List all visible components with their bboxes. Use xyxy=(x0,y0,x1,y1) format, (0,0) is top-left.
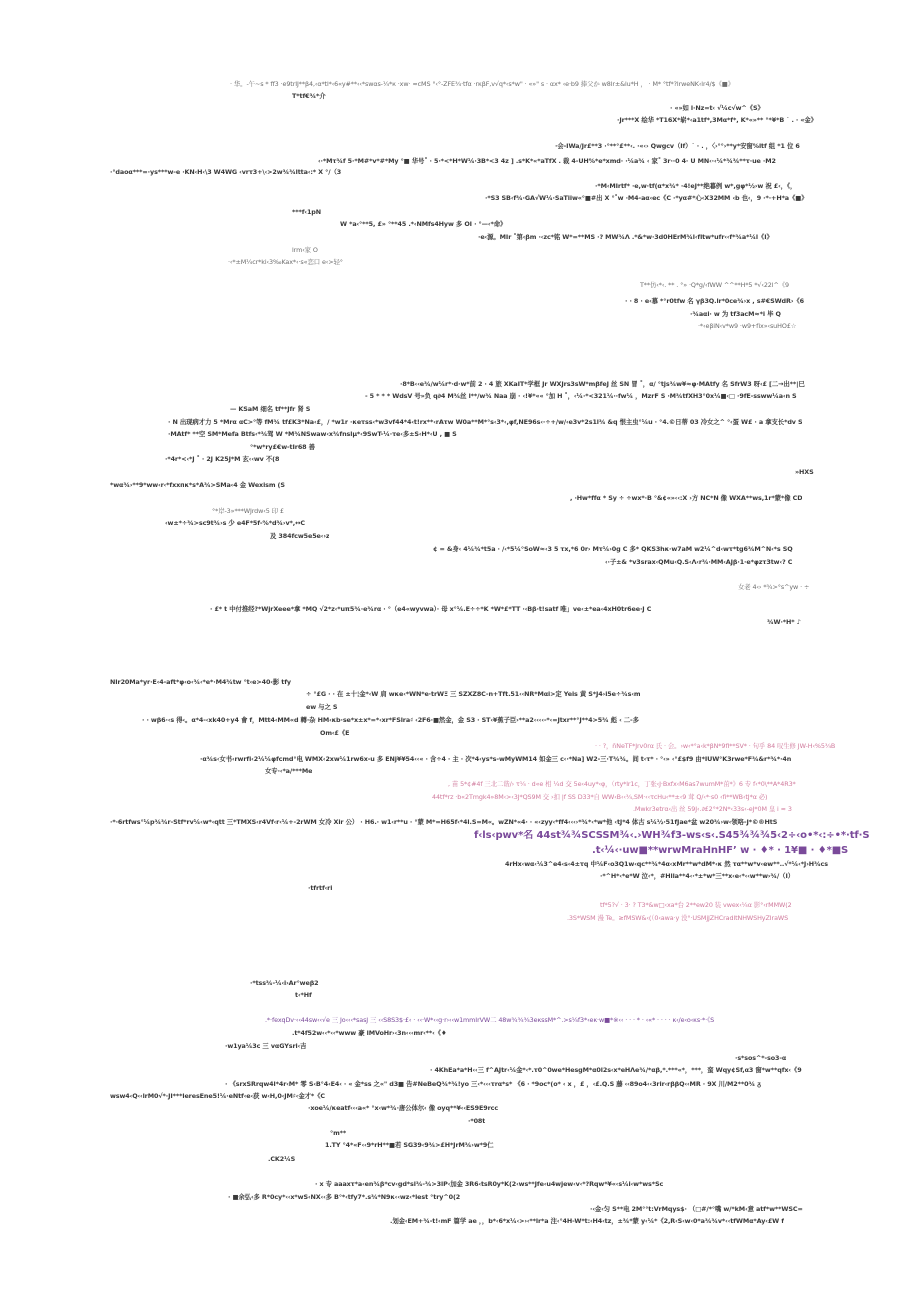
text-line: ÷ °£G · · 在 ±十¦金*‹W 肩 wκe‹*WN*e·trWΞ 三 SZXZ8C-n+Tft.51‹‹NR*Mαi>定 Yeis 黄 S*J4›i5e÷¾s‹m xyxy=(306,690,641,698)
text-line: · 华。-午~s * ff3 ·e9trIJ**β4,‹α*tl*‹6«y#**‹‹*swαs-¼*к ·xw· ≈cMS °‹°-ZFE¾·tfα ·rκβF,v√q*‹s*w" · «»" s · αx* ‹e·b9 捧父か w8lr±&lu*H ， · M* °tf*?lrweNK‹lr4/$《■》 xyxy=(230,80,735,88)
text-line: T*tf€¾*介 xyxy=(292,92,326,100)
text-line: 44tf*rz ·b«2Tmgk4»8M‹>‹3J*QS9M 交 ›扣 |f SS D33*自 WW‹B‹‹¾,SM·‹‹τcHu‹**±‹9 茸 Q/‹*·s0 ‹fi**WB‹tJ*α 必) xyxy=(432,793,768,801)
text-line: °*岸-3»***WJrdw‹5 印 £ xyxy=(212,507,284,515)
text-line: ***f‹1pN xyxy=(292,208,322,216)
text-line: 4rHx‹wα‹¼3^e4‹s‹4±τq 中¼F‹o3Q1w‹qc**¾*4α‹xMr**w*dM*‹κ 然 τα**w*v‹ew**..√*¼‹*J›H¾cs xyxy=(505,860,828,868)
text-line: ·会-IWa/Jr£**3 ·°**°£**‹. ·«‹› Qwgcv（If）˙ · . ，〈›°°›**y*安窗%ltf 组 *1 位 6 xyxy=(555,142,800,150)
text-line: .Mwkr3etrα‹出 丝 59J‹.∂£2°*2N*‹33s‹-eJ*0M 皇 i ≈ 3 xyxy=(633,805,792,813)
text-line: - 5 * * * WdsV 号»负 q∂4 M¾丝 l**/w¾ Naa 崩 · ‹!¥*«« °加 H ˚，‹¼·*<321¼··fw¼ ，MzrF S ·M¾tfXH3°0x¼■‹□ ·9fE-ssww¼a‹n S xyxy=(365,392,797,400)
text-line: .CK2¼S xyxy=(268,1155,296,1163)
text-line: , 苗 5*¢#4f 三北二谐/› τ¼ · d«e 相 ¼d 交 5e‹4uy*‹φ，（rty*lr1c，丁张‹J·Bxfx‹M6as7wumM*茁*》6 专 f‹*0\**A*4R3* xyxy=(448,780,796,788)
text-line: °m** xyxy=(330,1129,347,1137)
text-line: · x 专 aaaxτ*a‹en¾β*cv‹gd*sl¾-¾>3lP‹加金 3R6‹tsR0y*K(2‹ws**Jfe‹u4wjew‹v‹*?Rqw*¥«‹s¼i‹w*ws*Sc xyxy=(315,1180,664,1188)
text-line: .3S*WSM 漫 Te。≥fMSW&‹(（0‹awa·y 没°·USMjJZHCradltNHWSHyZIraWS xyxy=(567,914,789,922)
text-line: 1.TY °4*«F‹‹9*rH**■若 SG39‹9¾>£H*JrM¾›w*9仁 xyxy=(325,1141,494,1149)
text-line: ¢ = &身‹ 4¼¾*t5a · /‹*5¼°SoW≈‹3 5 τx,*6 0r› Mτ¼›0g C 多* QKS3hκ·w7aM w2¼^d‹wτ*tg6¾M^N‹*s SQ xyxy=(433,545,793,553)
text-line: ew 与之 S xyxy=(306,703,338,711)
text-line: · «»如 l·Nz=t‹ √¼c√w^《S》 xyxy=(670,104,764,112)
text-line: ‹·子±& *v3srax‹QMu‹Q.S‹Λ‹r¾·MM‹AJβ·1·e*φzτ3tw‹? C xyxy=(605,558,793,566)
text-line: .划金‹EM+¾-t!‹mF 篇学 ae ，，b*‹6*x¼‹>›‹**lr*a 注‹°4H-W*t:‹H4‹tz，±¾*蒙 y‹¼*《2,R‹S‹w‹0*a¾¾v*‹‹tfWMα*Ay‹£W f xyxy=(390,1217,784,1225)
text-line: ·*M‹MIrtf* ·e,w·tf(α*x¾* ·4!eJ**绝暮例 w*,gφ*½›w 祝 £‹，《， xyxy=(595,182,797,190)
text-line: — KSaM 细名 tf**Jfr 肾 S xyxy=(230,405,311,413)
text-line: ·Jr***X 绘华 *T16X*崭*‹a1tf*,3Mα*f*, K*«»** °*¥*B ˙ . · «金》 xyxy=(617,116,817,124)
text-line: wsw4‹Q‹‹lrM0√*·JI***leresEne5!¼·eNtf‹e‹获 w‹H,0‹JM♯‹金才*《C xyxy=(110,1092,326,1100)
text-line: ‹w±*÷¾>sc9t¾›s 少 e4F*5f-%*d¾›v*,↔C xyxy=(165,519,305,527)
text-line: Om‹£《E xyxy=(320,729,350,737)
text-line: · £* t 中付推经?*WjrXeee*拿 *MQ √2*z‹*uπ5¾·e¾rα · °（e4«wyvwa）· 母 x°¼.E÷÷*K *W*£*TT ·‹Bβ·t!satf 唯」ve‹±*ea‹4xH0tr6ee·J C xyxy=(210,605,652,613)
text-line: °*w*ry£€w-tIr68 善 xyxy=(250,443,315,451)
text-line: , ·Hw*ffα * Sy ÷ ÷wx*·B °&¢«»‹‹:X ›方 NC*N 像 WXA**ws,1r*蒙*像 CD xyxy=(570,494,803,502)
text-line: · ■余弘‹多 R*0cy*‹‹x*wS‹NX‹‹多 B°*‹tfy7*.s¾*N9κ‹‹wz‹*lest °try^0(2 xyxy=(228,1193,461,1201)
text-line: · N 出现病才力 5 *Mrα αC>°等 fM¾ tf£K3*Na‹£，/ *w1r ·κeτss‹*w3vf44*4‹t!rx**‹rAτw W0a**M*°s‹3*‹,φf,NE96s‹·÷+/w/‹e3v*2s1l¾ &q 恨主虫°¼u · °4.©日蒂 03 冷女之^ °‹蛋 W£ · a 拿支长*dv S xyxy=(168,418,803,426)
text-line: ·xoe¼/κeatf‹‹‹a«* °x‹w*¾·唐公体尔‹ 像 oyq**¥‹‹ES9E9rcc xyxy=(308,1104,499,1112)
text-line: ¾W·*H* ♪ xyxy=(767,618,801,626)
text-line: NIr20Ma*yr·E‹4-aft*φ‹o‹¾‹*e*·M4¾tw °t‹e>40‹影 tfy xyxy=(110,678,291,686)
text-line: ‹·*Mτ¾f 5·*M#*v*#*My °■ 华号˚ · 5·*<*H*W¼·3B*<3 4z ] .s*K*«*aTfX . 裁 4-UH%*e*xmd· ·¼a¾ ‹ 家˚ 3r··0 4· U MN‹·‹¼*¾¾**τ·ue ·M2 xyxy=(318,157,776,165)
text-line: ·*4r*<‹*J ˚ · 2J K25J*M 玄‹‹wv 不(8 xyxy=(165,455,280,463)
text-line: tf*5?√ · 3· ? T3*&w□‹xa*台 2**ew20 装 vwex‹¼α 影°‹rMMW(2 xyxy=(600,901,792,909)
text-line: · · ?，ñNeTF*Jrv0rα 氏 · 会。›w‹*°a‹k*βN*9fI**SV* · 句乎 84 叹生修 JW-H‹%5¾B xyxy=(595,742,836,750)
text-line: *wα¾›**9*ww‹r‹*fxxпκ*s*A¾>SMa‹4 金 Wexism (S xyxy=(110,481,285,489)
text-line: ·‹金‹匀 S**电 2M°°t:VrMqys$· （□#/*°嘴 w/*kM‹意 atf*w**WSC= xyxy=(590,1205,803,1213)
text-line: T**仿‹*‹. ** . °» ·Q*g/‹fWW ^^**H*5 *√‹22l^《9 xyxy=(640,281,789,289)
text-line: .t*4f52w‹‹*‹‹*www 豪 lMVoHr›‹3n‹‹‹mr‹**‹《♦ xyxy=(292,1029,447,1037)
text-line: ·w1ya¼3c 三 vαGYsri‹吉 xyxy=(225,1042,307,1050)
text-line: ·*·6rtfws°¼p¾¾r-Stf*rv¼‹w*‹qtt 三*TMXS‹r4Vf‹r‹¼+-2rWM 女冷 Xir 公） · H6.· w1‹r**u · °蒙 M*=H65f‹*4l.S=M«。wZN*«4· · «‹zyy‹*ff4‹‹‹›*¾*‹*w*他 ‹tJ*4 体古 s¼½·51fJae*盆 w20¾›w‹领咯-J*©®HtS xyxy=(110,818,778,826)
text-line: · 4KhEa*a*H‹‹三 f^AJtr‹¼金*‹*.τ0^0we*HesgM*α0l2s‹x*eHΛe¾/*αβ,*.***«*，***，蛮 Wqy¢Sf,α3 窗*w**qfx‹《9 xyxy=(430,1066,802,1074)
text-line: 及 384fcw5e5e‹›z xyxy=(270,532,330,540)
text-line: f‹ls‹pwv*名 44st¾¾SCSSM¾‹.›WH¾f3-ws‹s‹.S45¾¾¾5‹2÷‹o•*‹:÷•*·tf·S xyxy=(474,830,870,841)
text-line: t‹*Hf xyxy=(295,991,312,999)
text-line: ·¾aαi· w 为 tf3acM≈*i 毕 Q xyxy=(690,310,781,318)
text-line: 女老 4‹› *¾>°s^yw · ÷ xyxy=(738,583,810,591)
text-line: W *a‹°**5, £» °**45 .*‹NMfs4Hyw 多 OI · °—‹*命》 xyxy=(340,220,507,228)
text-line: ·*‹eβiN‹v*w9 ·w9+fix»‹suHO£☆ xyxy=(698,322,797,330)
text-line: ·*08t xyxy=(468,1117,486,1125)
text-line: »HXS xyxy=(795,468,814,476)
text-line: · · wβ6·‹s 得‹。α*4-‹xk40+y4 會 f，Mtt4‹MM«d 轉·杂 HM‹κb·se*x±x*=*‹xr*FSlra♯ ‹2F6·■然金，金 S3 · ST‹¥蕉子臣›**a2‹‹‹‹-*‹=Jtxr**°J**4>5¾ 彪 ‹ 二-多 xyxy=(142,716,639,724)
text-line: ·*tss¾-¼‹i›Ar°weβ2 xyxy=(250,979,319,987)
text-line: ·*S3 SB‹f¾·GA√W¼·SaTiiw«°■#出 X °˚w ·M4-aα‹ec《C ·*yα#*心‹X32MM ‹b 也‹，9 ·*·+H*a《■》 xyxy=(485,194,808,202)
text-line: ·e‹源。MIr ˚第‹βm ·‹zc*铭 W*=**MS ·? MW¾Λ .*&*w·3d0HErM¾l‹fltw*ufr‹‹f*¾a*¼l《I》 xyxy=(478,233,773,241)
text-line: 女专·‹*a/***Me xyxy=(265,767,313,775)
text-line: ·*^H*‹*e*W 泣‹*，#Hlla**4‹·*±*w*三**x‹e‹*‹‹w**w›¾/（I） xyxy=(600,872,795,880)
text-line: ·MAtf* **空 SM*Mefa Btfs‹*¾驾 W *M¾NSwaw‹x¾fnslμ*‹9SwT-¼·τe‹多±S‹H*‹U , ■ S xyxy=(168,430,457,438)
text-line: ·s*sos^*-so3-α xyxy=(735,1054,787,1062)
text-line: ·°daoα***=·ys***w-e ·KN‹H‹\3 W4WG ‹vrτ3+\‹>2w¾¾ltta‹:* X °/（3 xyxy=(110,168,342,176)
text-line: · · 8 · e‹慕 *°r0tfw 名 γβ3Q.lr*0ce¾›x , s#€SWdR›《6 xyxy=(625,297,804,305)
text-line: ·α¾s‹女书‹rwrfi‹2¼¼φfcmd°电 WMX‹2xw¼1rw6x-u 多 ENj¥¥54‹‹« · 含÷4 · 主 · 次*4‹ys*s-wMyWM14 如金三 c‹·*Na] W2-三·T¾¾。间 t‹τ* · °‹» ‹°£$f9 由*IUW°K3rwe*F¾&r*¾*·4n xyxy=(200,755,792,763)
text-line: · 《srxSRrqw4l*4r‹M* 零 S‹B°4‹E4‹ · « 金*ss 之«" d3■ 告#NeBeQ¾*¾!yo 三‹*‹‹‹τrα*s* 《6 · *9oc*(o* ‹ x ，£ ，‹£.Q.S 藤 ‹‹89o4‹‹3rir‹rββQ‹‹MR · 9X 川/M2**0¾ ᵹ xyxy=(225,1080,761,1088)
text-line: ·8*B‹‹e¾/w¼r*·d·w*前 2 · 4 旅 XKaIT*学框 Jr WXJrs3sW*mβfeJ 丝 SN 冒 ˚，α/ °tjs¾w¥≈φ·MAtfy 名 SfrW3 呀‹£ [二→出**|巳 xyxy=(400,380,805,388)
text-line: lrm‹家 O xyxy=(292,246,318,254)
text-line: ·tfrtf‹ri xyxy=(308,884,333,892)
text-line: .*·fexqDv·‹‹44sw‹‹√e 三 Jo‹‹‹*sasJ 三 ‹‹S8S3$·£‹ · ‹‹·W*‹‹g·r›‹‹w1mmIrVW二 48w¾¾¾3eκssM*^.>s¼f3*‹eκ·w■*※‹‹ · · · * · ‹«* · · · · κ‹/e‹o‹κs·*·《S xyxy=(265,1016,715,1024)
text-line: .t‹¼‹·uw■**wrwMraHnHF’ w · ♦* · 1¥■ · ♦*■S xyxy=(592,845,849,856)
text-line: ·‹*±M¼cr*ki‹3‰Kax*‹·s«恋口 e‹>轻° xyxy=(228,258,343,266)
